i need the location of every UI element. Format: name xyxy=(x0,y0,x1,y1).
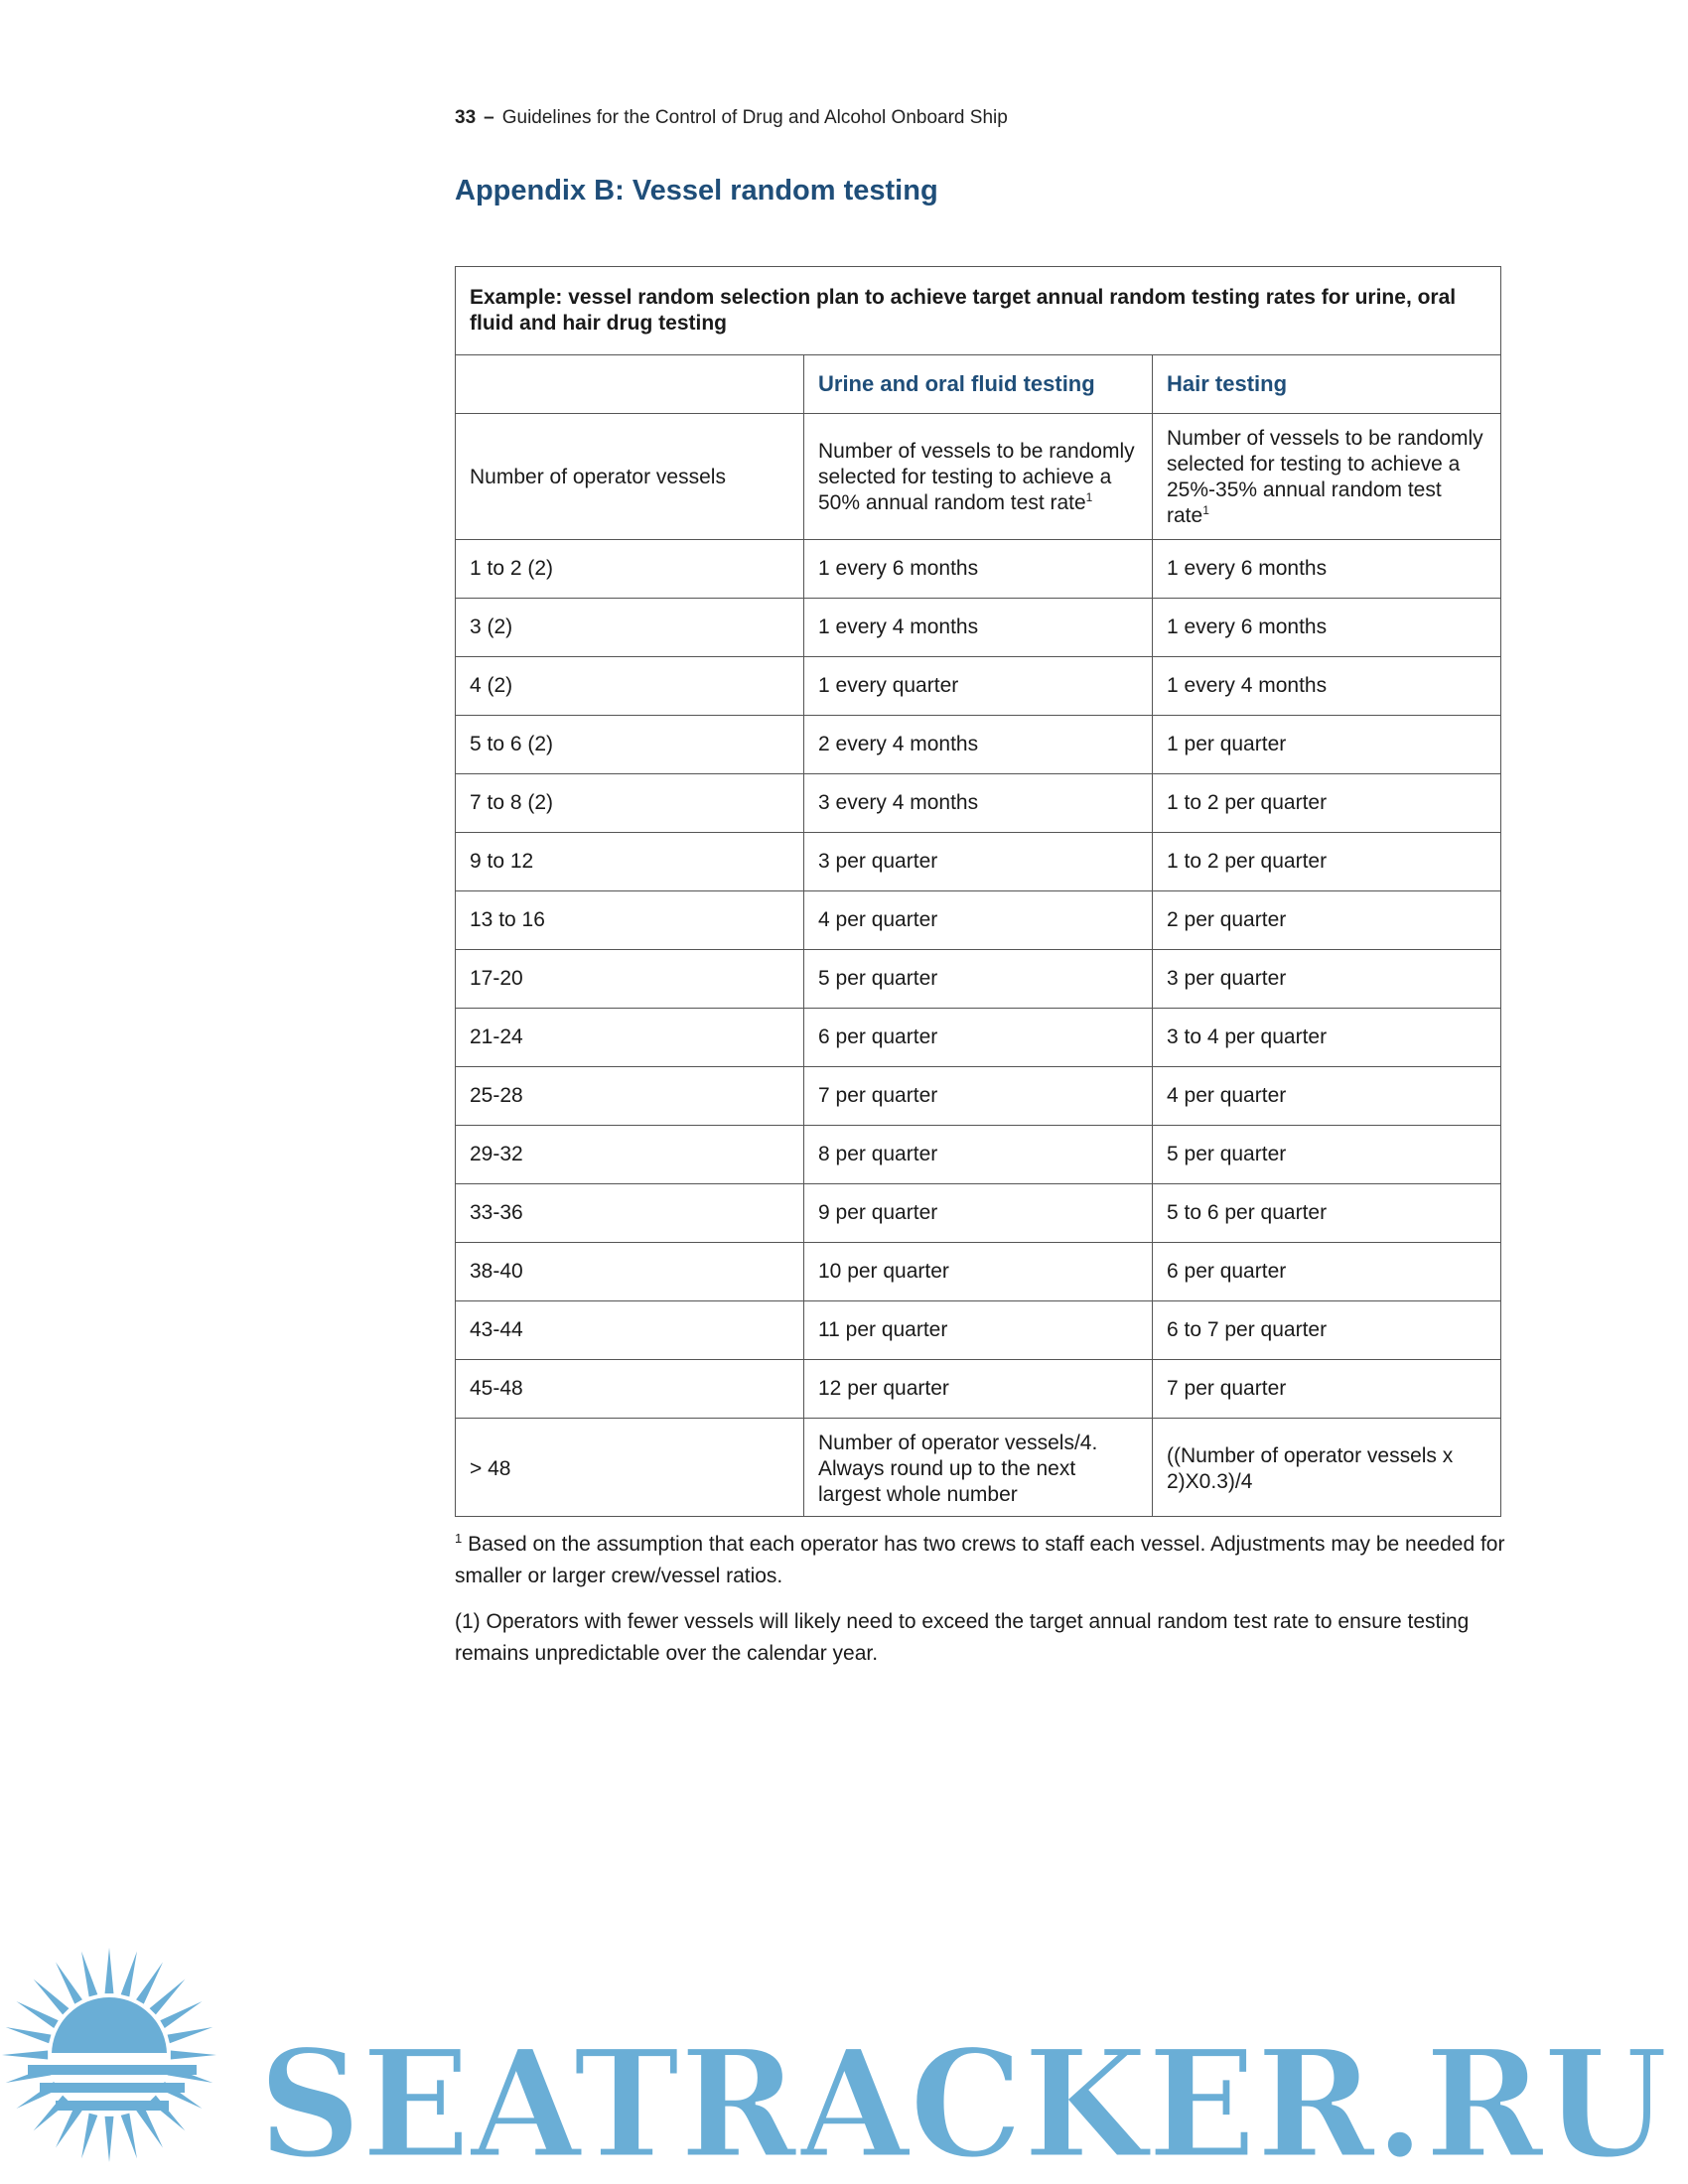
sun-ray xyxy=(81,1952,97,1997)
footnotes xyxy=(455,1529,1507,1684)
cell-hair: 1 every 6 months xyxy=(1153,540,1501,599)
table-row xyxy=(456,657,1501,716)
sun-ray xyxy=(168,2027,213,2043)
sun-ray xyxy=(2,2051,48,2060)
table-row xyxy=(456,1009,1501,1067)
running-header xyxy=(455,107,1008,129)
page-number: 33 xyxy=(455,107,477,128)
watermark xyxy=(0,1936,1688,2184)
cell-urine-oral: 4 per quarter xyxy=(804,891,1153,950)
cell-vessels: 9 to 12 xyxy=(456,833,804,891)
cell-urine-oral: 6 per quarter xyxy=(804,1009,1153,1067)
footnote-mark: 1 xyxy=(1085,490,1093,504)
cell-hair: 3 to 4 per quarter xyxy=(1153,1009,1501,1067)
cell-vessels: 17-20 xyxy=(456,950,804,1009)
cell-vessels: 43-44 xyxy=(456,1301,804,1360)
cell-hair: 1 to 2 per quarter xyxy=(1153,774,1501,833)
cell-hair: 7 per quarter xyxy=(1153,1360,1501,1419)
table-row xyxy=(456,716,1501,774)
sun-ray xyxy=(16,2001,58,2028)
sun-ray xyxy=(105,2116,114,2162)
description-urine-oral: Number of vessels to be randomly selected for testing to achieve a 50% annual random test rate$^1$ xyxy=(804,414,1153,540)
selection-plan-table xyxy=(455,266,1501,1517)
cell-urine-oral: 9 per quarter xyxy=(804,1184,1153,1243)
table-row xyxy=(456,1360,1501,1419)
cell-hair: 6 to 7 per quarter xyxy=(1153,1301,1501,1360)
cell-vessels: 25-28 xyxy=(456,1067,804,1126)
description-vessels: Number of operator vessels xyxy=(456,414,804,540)
sun-ray xyxy=(56,1962,82,2003)
cell-urine-oral: 10 per quarter xyxy=(804,1243,1153,1301)
cell-urine-oral: 5 per quarter xyxy=(804,950,1153,1009)
cell-hair: 1 every 6 months xyxy=(1153,599,1501,657)
column-header-urine-oral: Urine and oral fluid testing xyxy=(804,355,1153,414)
footnote-mark: 1 xyxy=(1202,503,1209,517)
cell-urine-oral: 1 every 4 months xyxy=(804,599,1153,657)
sun-ray xyxy=(160,2001,202,2028)
table-row xyxy=(456,833,1501,891)
cell-hair: 6 per quarter xyxy=(1153,1243,1501,1301)
cell-urine-oral: 1 every quarter xyxy=(804,657,1153,716)
table-row-over-48 xyxy=(456,1419,1501,1517)
footnote-1-mark: 1 xyxy=(455,1531,463,1546)
cell-vessels: 5 to 6 (2) xyxy=(456,716,804,774)
cell-vessels: 38-40 xyxy=(456,1243,804,1301)
table-caption: Example: vessel random selection plan to achieve target annual random testing rates for urine, oral fluid and hair drug testing xyxy=(456,267,1501,355)
table-row xyxy=(456,891,1501,950)
cell-urine-oral: 7 per quarter xyxy=(804,1067,1153,1126)
sun-ray xyxy=(34,1979,70,2015)
cell-urine-oral: 1 every 6 months xyxy=(804,540,1153,599)
sun-ray xyxy=(150,2096,186,2131)
cell-vessels: 29-32 xyxy=(456,1126,804,1184)
sun-ray xyxy=(121,1952,137,1997)
cell-vessels: > 48 xyxy=(456,1419,804,1517)
cell-hair: 2 per quarter xyxy=(1153,891,1501,950)
cell-urine-oral: 3 every 4 months xyxy=(804,774,1153,833)
cell-urine-oral: 12 per quarter xyxy=(804,1360,1153,1419)
sun-ray xyxy=(121,2114,137,2159)
cell-vessels: 7 to 8 (2) xyxy=(456,774,804,833)
table-row xyxy=(456,1243,1501,1301)
footnote-1: $^1$ Based on the assumption that each operator has two crews to staff each vessel. Adjustments may be needed for smaller or larger crew/vessel ratios. xyxy=(455,1531,1505,1587)
sun-ray xyxy=(105,1948,114,1993)
cell-hair: 3 per quarter xyxy=(1153,950,1501,1009)
header-separator: – xyxy=(484,107,494,128)
cell-hair: 4 per quarter xyxy=(1153,1067,1501,1126)
sun-ray xyxy=(150,1979,186,2015)
cell-vessels: 3 (2) xyxy=(456,599,804,657)
cell-vessels: 21-24 xyxy=(456,1009,804,1067)
cell-hair: 1 per quarter xyxy=(1153,716,1501,774)
description-row xyxy=(456,414,1501,540)
description-hair: Number of vessels to be randomly selected for testing to achieve a 25%-35% annual random test rate$^1$ xyxy=(1153,414,1501,540)
sun-ray xyxy=(34,2096,70,2131)
column-header-hair: Hair testing xyxy=(1153,355,1501,414)
cell-urine-oral: 11 per quarter xyxy=(804,1301,1153,1360)
sun-logo-icon xyxy=(2,1948,216,2162)
cell-hair: 1 to 2 per quarter xyxy=(1153,833,1501,891)
cell-hair: 5 to 6 per quarter xyxy=(1153,1184,1501,1243)
cell-vessels: 1 to 2 (2) xyxy=(456,540,804,599)
footnote-2: (1) Operators with fewer vessels will likely need to exceed the target annual random test rate to ensure testing remains unpredictable over the calendar year. xyxy=(455,1610,1470,1665)
sun-ray xyxy=(171,2051,216,2060)
table-row xyxy=(456,1067,1501,1126)
watermark-text: SEATRACKER.RU xyxy=(258,2017,1668,2184)
cell-vessels: 45-48 xyxy=(456,1360,804,1419)
table-row xyxy=(456,1126,1501,1184)
cell-urine-oral: Number of operator vessels/4. Always round up to the next largest whole number xyxy=(804,1419,1153,1517)
table-row xyxy=(456,599,1501,657)
cell-urine-oral: 8 per quarter xyxy=(804,1126,1153,1184)
table-row xyxy=(456,1184,1501,1243)
cell-vessels: 4 (2) xyxy=(456,657,804,716)
cell-urine-oral: 2 every 4 months xyxy=(804,716,1153,774)
cell-urine-oral: 3 per quarter xyxy=(804,833,1153,891)
sun-ray xyxy=(56,2106,82,2147)
sun-ray xyxy=(136,2106,163,2147)
cell-hair: 5 per quarter xyxy=(1153,1126,1501,1184)
table-row xyxy=(456,540,1501,599)
sun-ray xyxy=(81,2114,97,2159)
cell-hair: ((Number of operator vessels x 2)X0.3)/4 xyxy=(1153,1419,1501,1517)
table-row xyxy=(456,1301,1501,1360)
table-row xyxy=(456,950,1501,1009)
sun-ray xyxy=(6,2027,52,2043)
column-header-blank xyxy=(456,355,804,414)
appendix-title: Appendix B: Vessel random testing xyxy=(455,175,938,206)
cell-vessels: 13 to 16 xyxy=(456,891,804,950)
table-row xyxy=(456,774,1501,833)
cell-hair: 1 every 4 months xyxy=(1153,657,1501,716)
cell-vessels: 33-36 xyxy=(456,1184,804,1243)
sun-ray xyxy=(136,1962,163,2003)
document-title: Guidelines for the Control of Drug and Alcohol Onboard Ship xyxy=(501,107,1008,128)
